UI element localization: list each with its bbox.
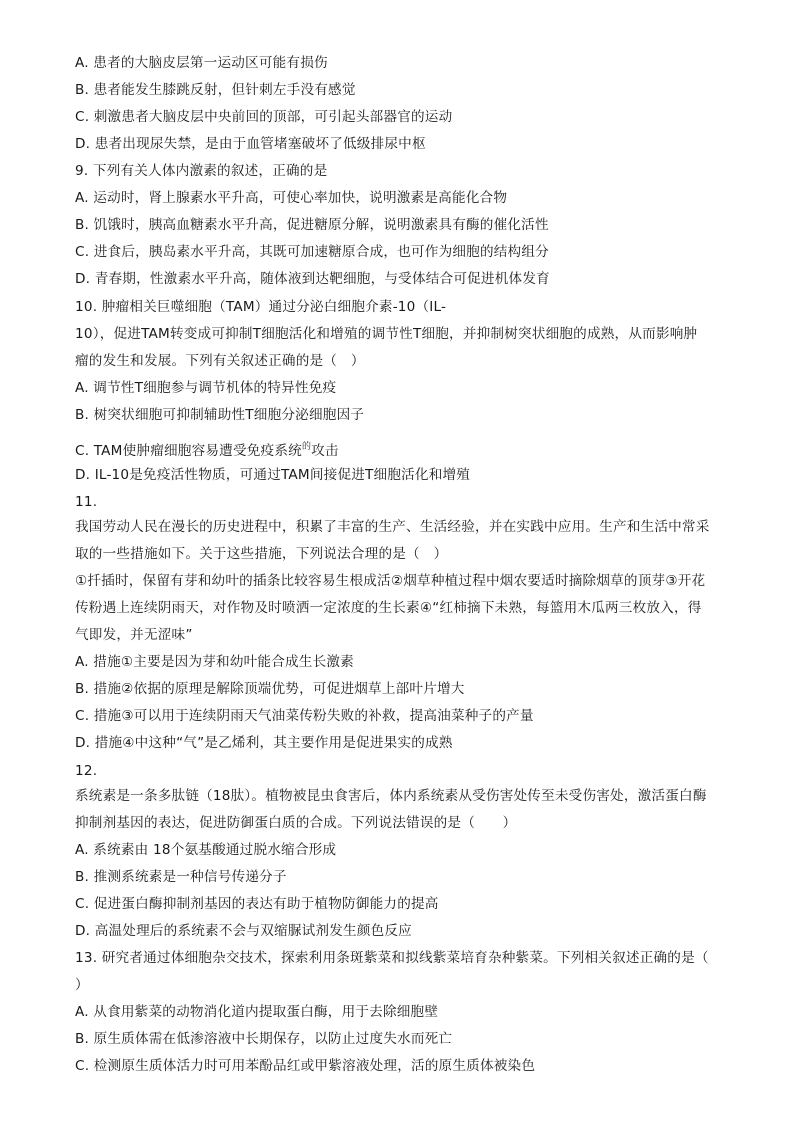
q9-option-c: C. 进食后，胰岛素水平升高，其既可加速糖原合成，也可作为细胞的结构组分 bbox=[75, 244, 549, 260]
q11-number: 11. bbox=[75, 494, 98, 510]
q11-option-b: B. 措施②依据的原理是解除顶端优势，可促进烟草上部叶片增大 bbox=[75, 681, 465, 697]
q12-number: 12. bbox=[75, 763, 98, 779]
q8-option-b: B. 患者能发生膝跳反射，但针刺左手没有感觉 bbox=[75, 82, 356, 98]
q10-stem-line2: 10），促进TAM转变成可抑制T细胞活化和增殖的调节性T细胞，并抑制树突状细胞的成熟，从而影响肿 bbox=[75, 326, 698, 342]
q10-stem-line1: 10. 肿瘤相关巨噬细胞（TAM）通过分泌白细胞介素-10（IL- bbox=[75, 299, 447, 315]
q13-option-a: A. 从食用紫菜的动物消化道内提取蛋白酶，用于去除细胞壁 bbox=[75, 1004, 439, 1020]
q12-option-b: B. 推测系统素是一种信号传递分子 bbox=[75, 869, 287, 885]
q10-option-c-superscript: 的 bbox=[301, 442, 312, 452]
q10-option-a: A. 调节性T细胞参与调节机体的特异性免疫 bbox=[75, 380, 337, 396]
q8-option-c: C. 刺激患者大脑皮层中央前回的顶部，可引起头部器官的运动 bbox=[75, 109, 453, 125]
q13-stem-line2: ） bbox=[75, 977, 89, 993]
q11-option-c: C. 措施③可以用于连续阴雨天气油菜传粉失败的补救，提高油菜种子的产量 bbox=[75, 708, 534, 724]
q12-option-c: C. 促进蛋白酶抑制剂基因的表达有助于植物防御能力的提高 bbox=[75, 896, 439, 912]
q11-stem-line3: ①扦插时，保留有芽和幼叶的插条比较容易生根成活②烟草种植过程中烟农要适时摘除烟草的顶芽③开花 bbox=[75, 573, 706, 589]
q11-option-a: A. 措施①主要是因为芽和幼叶能合成生长激素 bbox=[75, 654, 354, 670]
q11-stem-line1: 我国劳动人民在漫长的历史进程中，积累了丰富的生产、生活经验，并在实践中应用。生产和生活中常采 bbox=[75, 519, 710, 535]
q13-option-c: C. 检测原生质体活力时可用苯酚品红或甲紫溶液处理，活的原生质体被染色 bbox=[75, 1058, 536, 1074]
q10-option-c-text: C. TAM使肿瘤细胞容易遭受免疫系统 bbox=[75, 443, 302, 459]
q10-option-b: B. 树突状细胞可抑制辅助性T细胞分泌细胞因子 bbox=[75, 407, 365, 423]
q11-stem-line5: 气即发，并无涩味” bbox=[75, 627, 193, 643]
q9-stem: 9. 下列有关人体内激素的叙述，正确的是 bbox=[75, 163, 328, 179]
q12-stem-line1: 系统素是一条多肽链（18肽）。植物被昆虫食害后，体内系统素从受伤害处传至未受伤害处，激活蛋白酶 bbox=[75, 788, 707, 804]
q10-stem-line3: 瘤的发生和发展。下列有关叙述正确的是（ ） bbox=[75, 353, 365, 369]
q13-option-b: B. 原生质体需在低渗溶液中长期保存，以防止过度失水而死亡 bbox=[75, 1031, 453, 1047]
q11-option-d: D. 措施④中这种“气”是乙烯利，其主要作用是促进果实的成熟 bbox=[75, 735, 453, 751]
q9-option-a: A. 运动时，肾上腺素水平升高，可使心率加快，说明激素是高能化合物 bbox=[75, 190, 508, 206]
q11-stem-line4: 传粉遇上连续阴雨天，对作物及时喷洒一定浓度的生长素④“红柿摘下未熟，每篮用木瓜两三枚放入，得 bbox=[75, 600, 702, 616]
q10-option-d: D. IL-10是免疫活性物质，可通过TAM间接促进T细胞活化和增殖 bbox=[75, 467, 471, 483]
q11-stem-line2: 取的一些措施如下。关于这些措施，下列说法合理的是（ ） bbox=[75, 546, 448, 562]
q9-option-b: B. 饥饿时，胰高血糖素水平升高，促进糖原分解，说明激素具有酶的催化活性 bbox=[75, 217, 549, 233]
q12-option-a: A. 系统素由 18个氨基酸通过脱水缩合形成 bbox=[75, 842, 337, 858]
q10-option-c-text-end: 攻击 bbox=[311, 443, 339, 459]
q13-stem-line1: 13. 研究者通过体细胞杂交技术，探索利用条斑紫菜和拟线紫菜培育杂种紫菜。下列相关叙述正确的是（ bbox=[75, 950, 709, 966]
q8-option-a: A. 患者的大脑皮层第一运动区可能有损伤 bbox=[75, 55, 328, 71]
q8-option-d: D. 患者出现尿失禁，是由于血管堵塞破坏了低级排尿中枢 bbox=[75, 136, 426, 152]
q12-option-d: D. 高温处理后的系统素不会与双缩脲试剂发生颜色反应 bbox=[75, 923, 412, 939]
q9-option-d: D. 青春期，性激素水平升高，随体液到达靶细胞，与受体结合可促进机体发育 bbox=[75, 271, 550, 287]
q12-stem-line2: 抑制剂基因的表达，促进防御蛋白质的合成。下列说法错误的是（ ） bbox=[75, 815, 517, 831]
q10-option-c bbox=[75, 438, 339, 460]
